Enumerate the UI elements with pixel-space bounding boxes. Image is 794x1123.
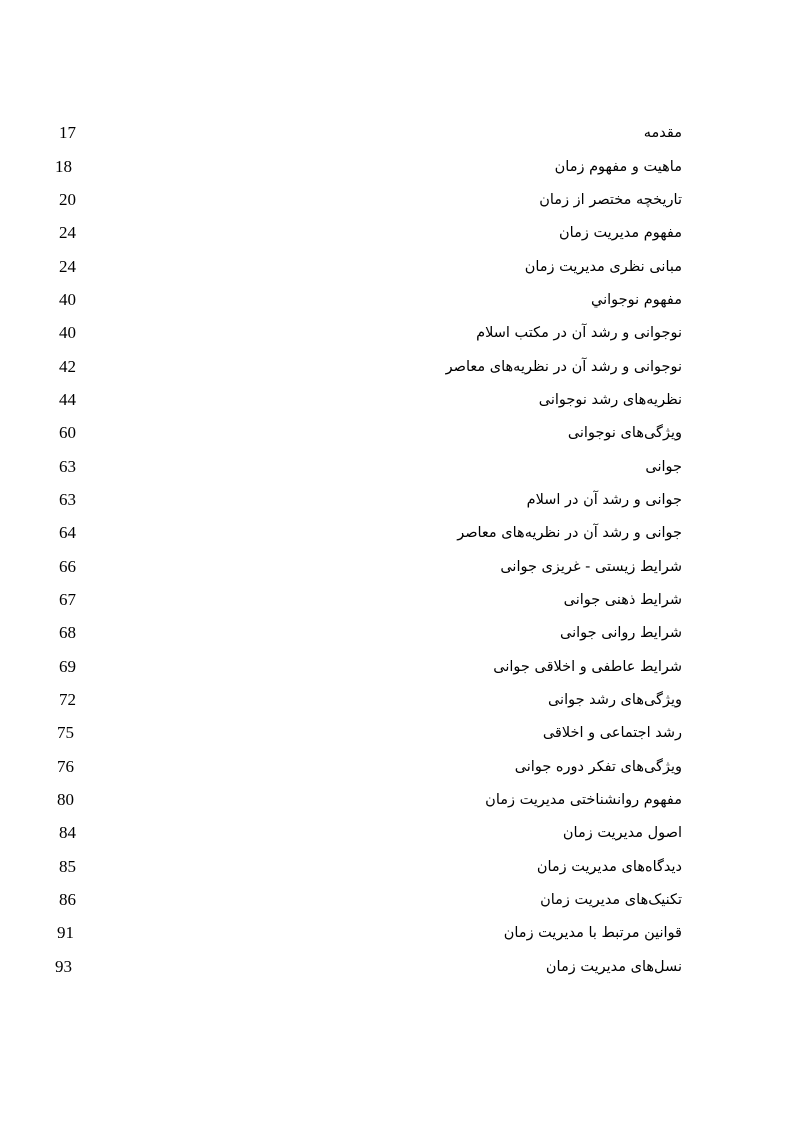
toc-row — [0, 189, 794, 222]
toc-entry-title: رشد اجتماعی و اخلاقی — [542, 725, 682, 741]
toc-row — [0, 689, 794, 722]
toc-entry-title: مبانی نظری مدیریت زمان — [524, 259, 682, 275]
toc-row — [0, 122, 794, 155]
toc-entry-page: 42 — [59, 357, 76, 376]
toc-entry-page: 68 — [59, 623, 76, 642]
toc-row — [0, 456, 794, 489]
toc-row — [0, 656, 794, 689]
toc-row — [0, 956, 794, 989]
toc-entry-title: ویژگی‌های نوجوانی — [567, 425, 682, 441]
toc-row — [0, 789, 794, 822]
toc-entry-title: دیدگاه‌های مدیریت زمان — [536, 859, 682, 875]
toc-row — [0, 856, 794, 889]
toc-entry-page: 40 — [59, 290, 76, 309]
toc-entry-title: شرایط زیستی - غریزی جوانی — [500, 559, 682, 575]
toc-entry-title: جوانی و رشد آن در نظریه‌های معاصر — [457, 525, 682, 541]
toc-row — [0, 222, 794, 255]
toc-row — [0, 256, 794, 289]
toc-entry-title: اصول مدیریت زمان — [562, 825, 682, 841]
toc-row — [0, 756, 794, 789]
toc-entry-page: 63 — [59, 490, 76, 509]
toc-entry-title: قوانین مرتبط با مدیریت زمان — [503, 925, 682, 941]
toc-row — [0, 822, 794, 855]
toc-entry-page: 17 — [59, 123, 76, 142]
toc-entry-page: 69 — [59, 657, 76, 676]
toc-entry-title: مقدمه — [643, 125, 682, 141]
toc-row — [0, 289, 794, 322]
toc-entry-page: 40 — [59, 323, 76, 342]
toc-row — [0, 589, 794, 622]
toc-entry-title: جوانی — [645, 459, 682, 475]
toc-entry-page: 44 — [59, 390, 76, 409]
toc-entry-title: شرایط روانی جوانی — [560, 625, 682, 641]
toc-row — [0, 422, 794, 455]
toc-entry-title: نسل‌های مدیریت زمان — [545, 959, 682, 975]
toc-entry-page: 63 — [59, 457, 76, 476]
toc-entry-title: ویژگی‌های تفکر دوره جوانی — [514, 759, 682, 775]
toc-entry-title: جوانی و رشد آن در اسلام — [526, 492, 682, 508]
toc-entry-title: مفهوم روانشناختی مدیریت زمان — [485, 792, 682, 808]
toc-entry-page: 75 — [57, 723, 74, 742]
toc-entry-page: 86 — [59, 890, 76, 909]
toc-entry-page: 85 — [59, 857, 76, 876]
toc-row — [0, 489, 794, 522]
toc-row — [0, 389, 794, 422]
toc-entry-page: 60 — [59, 423, 76, 442]
toc-row — [0, 556, 794, 589]
toc-entry-title: ویژگی‌های رشد جوانی — [547, 692, 682, 708]
toc-entry-title: شرایط ذهنی جوانی — [563, 592, 682, 608]
toc-row — [0, 322, 794, 355]
toc-entry-title: تکنیک‌های مدیریت زمان — [540, 892, 682, 908]
toc-entry-title: شرایط عاطفی و اخلاقی جوانی — [493, 659, 682, 675]
toc-row — [0, 156, 794, 189]
toc-entry-page: 84 — [59, 823, 76, 842]
toc-row — [0, 722, 794, 755]
toc-entry-page: 24 — [59, 223, 76, 242]
toc-entry-page: 93 — [55, 957, 72, 976]
toc-entry-title: تاریخچه مختصر از زمان — [539, 192, 682, 208]
toc-entry-page: 91 — [57, 923, 74, 942]
toc-entry-page: 24 — [59, 257, 76, 276]
toc-entry-title: نوجوانی و رشد آن در مکتب اسلام — [476, 325, 682, 341]
toc-entry-page: 67 — [59, 590, 76, 609]
toc-entry-page: 20 — [59, 190, 76, 209]
toc-row — [0, 622, 794, 655]
toc-entry-page: 64 — [59, 523, 76, 542]
toc-entry-title: نظریه‌های رشد نوجوانی — [538, 392, 682, 408]
toc-entry-title: نوجوانی و رشد آن در نظریه‌های معاصر — [445, 359, 682, 375]
toc-entry-title: ماهیت و مفهوم زمان — [554, 159, 682, 175]
toc-entry-title: مفهوم نوجواني — [591, 292, 682, 308]
toc-entry-page: 80 — [57, 790, 74, 809]
toc-entry-page: 18 — [55, 157, 72, 176]
toc-entry-page: 76 — [57, 757, 74, 776]
toc-row — [0, 356, 794, 389]
toc-row — [0, 889, 794, 922]
toc-entry-title: مفهوم مدیریت زمان — [559, 225, 682, 241]
toc-row — [0, 922, 794, 955]
toc-entry-page: 72 — [59, 690, 76, 709]
toc-row — [0, 522, 794, 555]
toc-entry-page: 66 — [59, 557, 76, 576]
